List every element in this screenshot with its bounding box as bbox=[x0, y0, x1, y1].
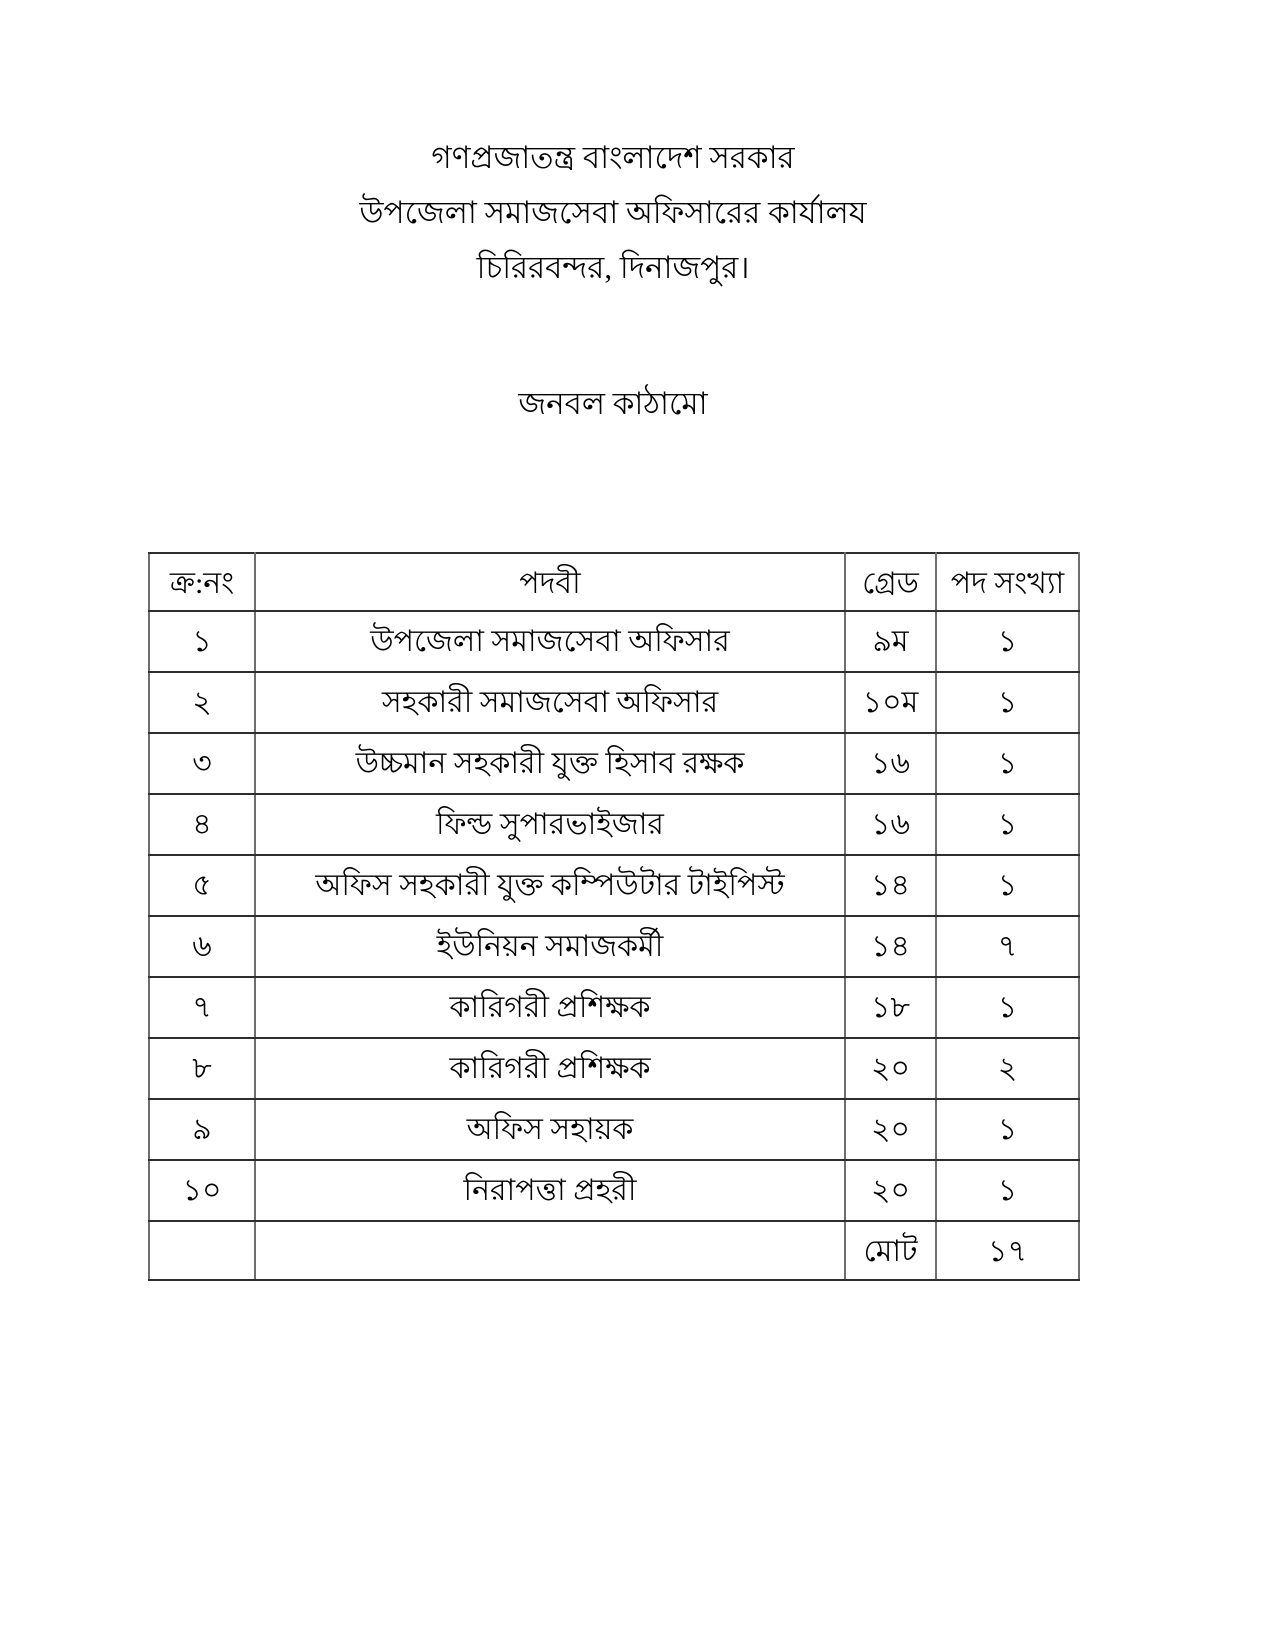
serial-cell: ৩ bbox=[149, 733, 255, 794]
header-serial: ক্র:নং bbox=[149, 553, 255, 611]
table-row bbox=[149, 977, 1079, 1038]
document-header bbox=[148, 0, 1078, 288]
serial-cell: ৮ bbox=[149, 1038, 255, 1099]
header-grade: গ্রেড bbox=[845, 553, 936, 611]
table-row bbox=[149, 1038, 1079, 1099]
posts-cell: ১ bbox=[936, 1099, 1079, 1160]
table-row bbox=[149, 1160, 1079, 1221]
office-location: চিরিরবন্দর, দিনাজপুর। bbox=[476, 250, 750, 285]
posts-cell: ১ bbox=[936, 855, 1079, 916]
designation-cell: কারিগরী প্রশিক্ষক bbox=[255, 977, 845, 1038]
serial-cell: ১০ bbox=[149, 1160, 255, 1221]
serial-cell: ২ bbox=[149, 672, 255, 733]
staffing-table bbox=[148, 552, 1080, 1281]
table-row bbox=[149, 672, 1079, 733]
serial-cell: ৪ bbox=[149, 794, 255, 855]
empty-cell bbox=[149, 1221, 255, 1280]
designation-cell: ইউনিয়ন সমাজকর্মী bbox=[255, 916, 845, 977]
empty-cell bbox=[255, 1221, 845, 1280]
section-title: জনবল কাঠামো bbox=[518, 386, 708, 421]
designation-cell: অফিস সহায়ক bbox=[255, 1099, 845, 1160]
table-row bbox=[149, 855, 1079, 916]
grade-cell: ১৬ bbox=[845, 794, 936, 855]
table-row bbox=[149, 1099, 1079, 1160]
posts-cell: ১ bbox=[936, 611, 1079, 672]
header-posts: পদ সংখ্যা bbox=[936, 553, 1079, 611]
posts-cell: ১ bbox=[936, 977, 1079, 1038]
posts-cell: ১ bbox=[936, 1160, 1079, 1221]
posts-cell: ১ bbox=[936, 733, 1079, 794]
posts-cell: ১ bbox=[936, 794, 1079, 855]
header-designation: পদবী bbox=[255, 553, 845, 611]
designation-cell: ফিল্ড সুপারভাইজার bbox=[255, 794, 845, 855]
table-row bbox=[149, 611, 1079, 672]
grade-cell: ১০ম bbox=[845, 672, 936, 733]
grade-cell: ২০ bbox=[845, 1099, 936, 1160]
posts-cell: ২ bbox=[936, 1038, 1079, 1099]
table-total-row bbox=[149, 1221, 1079, 1280]
table-row bbox=[149, 733, 1079, 794]
designation-cell: নিরাপত্তা প্রহরী bbox=[255, 1160, 845, 1221]
grade-cell: ১৪ bbox=[845, 855, 936, 916]
designation-cell: অফিস সহকারী যুক্ত কম্পিউটার টাইপিস্ট bbox=[255, 855, 845, 916]
designation-cell: সহকারী সমাজসেবা অফিসার bbox=[255, 672, 845, 733]
grade-cell: ১৮ bbox=[845, 977, 936, 1038]
office-name: উপজেলা সমাজসেবা অফিসারের কার্যালয bbox=[359, 195, 867, 230]
table-row bbox=[149, 794, 1079, 855]
serial-cell: ৯ bbox=[149, 1099, 255, 1160]
designation-cell: উচ্চমান সহকারী যুক্ত হিসাব রক্ষক bbox=[255, 733, 845, 794]
posts-cell: ৭ bbox=[936, 916, 1079, 977]
grade-cell: ২০ bbox=[845, 1038, 936, 1099]
grade-cell: ১৪ bbox=[845, 916, 936, 977]
serial-cell: ৫ bbox=[149, 855, 255, 916]
grade-cell: ১৬ bbox=[845, 733, 936, 794]
serial-cell: ১ bbox=[149, 611, 255, 672]
posts-cell: ১ bbox=[936, 672, 1079, 733]
table-row bbox=[149, 916, 1079, 977]
grade-cell: ২০ bbox=[845, 1160, 936, 1221]
document-content bbox=[148, 0, 1078, 1281]
serial-cell: ৬ bbox=[149, 916, 255, 977]
total-value-cell: ১৭ bbox=[936, 1221, 1079, 1280]
grade-cell: ৯ম bbox=[845, 611, 936, 672]
designation-cell: কারিগরী প্রশিক্ষক bbox=[255, 1038, 845, 1099]
government-name: গণপ্রজাতন্ত্র বাংলাদেশ সরকার bbox=[431, 140, 795, 175]
table-header-row bbox=[149, 553, 1079, 611]
serial-cell: ৭ bbox=[149, 977, 255, 1038]
designation-cell: উপজেলা সমাজসেবা অফিসার bbox=[255, 611, 845, 672]
total-label-cell: মোট bbox=[845, 1221, 936, 1280]
